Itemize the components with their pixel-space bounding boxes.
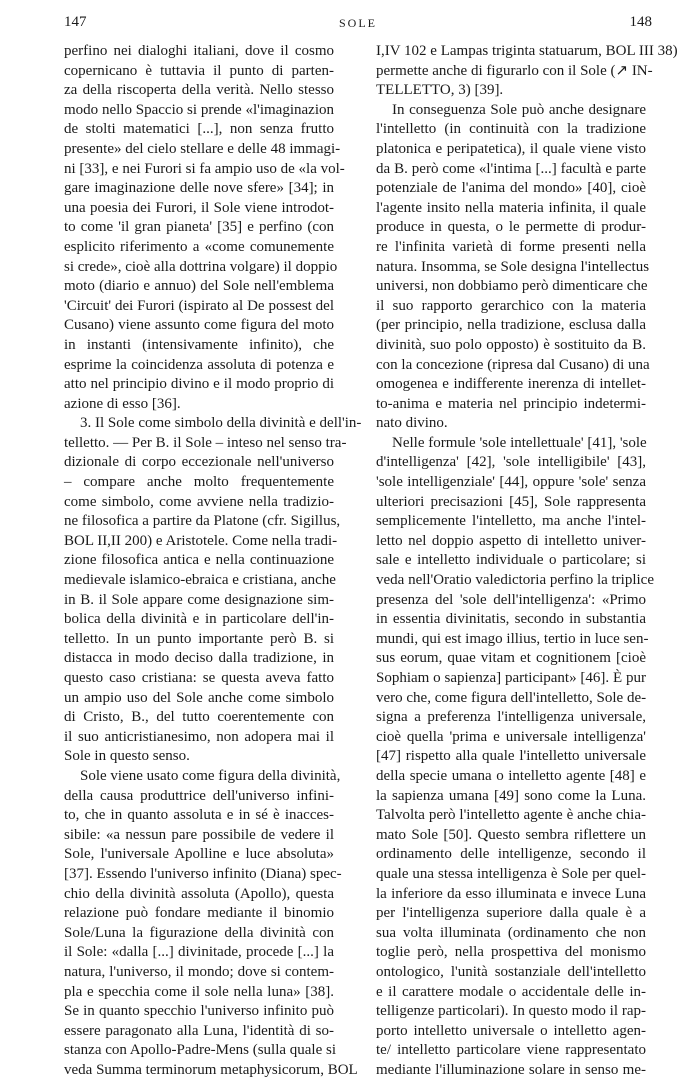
text-line: Sophiam o sapienza] participant» [46]. È pur: [376, 670, 646, 686]
text-line: vero che, come figura dell'intelletto, Sole de-: [376, 689, 647, 706]
text-line: (per principio, nella tradizione, esclusa dalla: [376, 317, 646, 334]
text-line: Se in quanto specchio l'universo infinito può: [64, 1003, 334, 1020]
text-line: natura. Insomma, se Sole designa l'intellectus: [376, 258, 650, 275]
text-line: I,IV 102 e Lampas triginta statuarum, BOL III 38): [376, 43, 678, 59]
text-line: mato Sole [50]. Questo sembra riflettere un: [376, 826, 646, 843]
text-line: to-anima e materia nel principio indetermi-: [376, 395, 646, 412]
text-line: veda Summa terminorum metaphysicorum, BOL: [64, 1061, 358, 1078]
text-line: porto intelletto universale o intelletto agen-: [376, 1022, 646, 1039]
text-line: di Cristo, B., del tutto coerentemente con: [64, 709, 334, 726]
text-line: natura, l'universo, il mondo; dove si contem-: [64, 963, 334, 980]
text-line: esplicito riferimento a «come comunemente: [64, 238, 334, 255]
text-line: universi, non dobbiamo però dimenticare che: [376, 278, 648, 295]
text-line: atto nel principio divino e il modo proprio di: [64, 376, 334, 393]
text-line: potenziale de l'anima del mondo» [40], cioè: [376, 180, 646, 197]
text-line: nato divino.: [376, 415, 448, 432]
text-line: te/ intelletto particolare viene rappresentato: [376, 1042, 646, 1059]
text-line: quale una stessa intelligenza è Sole per quel-: [376, 865, 646, 882]
text-line: con la concezione (ripresa dal Cusano) di una: [376, 356, 650, 373]
text-line: come simbolo, come avviene nella tradizio-: [64, 493, 334, 510]
text-line: ontologico, l'unità sostanziale dell'intelletto: [376, 963, 646, 980]
text-line: in instanti (intensivamente infinito), che: [64, 336, 334, 353]
text-line: sua volta illuminata (ordinamento che non: [376, 924, 646, 941]
text-line: sus eorum, quae vitam et cognitionem [cioè: [376, 650, 646, 667]
text-line: to, che in quanto assoluta e in sé è inacces-: [64, 807, 334, 824]
text-line: della causa produttrice dell'universo infini-: [64, 787, 334, 804]
text-line: una poesia dei Furori, il Sole viene introdot-: [64, 199, 334, 216]
text-line: Sole, l'universale Apolline e luce absoluta»: [64, 846, 334, 863]
text-line: toglie però, nella prospettiva del monismo: [376, 944, 646, 961]
text-line: la sapienza umana [49] sono come la Luna.: [376, 787, 646, 804]
text-line: semplicemente l'intelletto, ma anche l'intel-: [376, 513, 646, 530]
text-line: chio della divinità assoluta (Apollo), questa: [64, 885, 334, 902]
text-line: stanza con Apollo-Padre-Mens (sulla quale si: [64, 1042, 337, 1059]
text-line: per l'intelligenza superiore dalla quale è a: [376, 905, 646, 922]
text-line: relazione può fondare mediante il binomio: [64, 905, 334, 922]
text-line: letto nel doppio aspetto di intelletto univer-: [376, 532, 646, 549]
text-line: ni [33], e nei Furori si fa ampio uso de «la vol-: [64, 160, 345, 177]
text-line: d'intelligenza' [42], 'sole intelligibile' [43],: [376, 454, 646, 471]
text-line: veda nell'Oratio valedictoria perfino la triplice: [376, 572, 654, 589]
text-line: mediante l'illuminazione solare in senso me-: [376, 1061, 646, 1078]
text-line: re l'infinita varietà di forme presenti nella: [376, 238, 646, 255]
text-line: to come 'il gran pianeta' [35] e perfino (con: [64, 219, 334, 236]
text-line: presenza del 'sole dell'intelligenza': «Primo: [376, 591, 646, 608]
text-line: ordinamento delle intelligenze, secondo il: [376, 846, 646, 863]
text-line: medievale islamico-ebraica e cristiana, anche: [64, 572, 336, 589]
text-line: in B. il Sole appare come designazione sim-: [64, 591, 334, 608]
text-line: signa a preferenza l'intelligenza universale,: [376, 709, 646, 726]
page-number-right: 148: [629, 14, 652, 30]
text-line: il Sole: «dalla [...] divinitade, procede [...] la: [64, 944, 334, 961]
text-line: essere paragonato alla Luna, l'identità di so-: [64, 1022, 334, 1039]
text-line: azione di esso [36].: [64, 395, 181, 412]
text-line: Sole/Luna la figurazione della divinità con: [64, 924, 334, 941]
text-line: [47] rispetto alla quale l'intelletto universale: [376, 748, 646, 765]
text-line: platonica e peripatetica), il quale viene visto: [376, 140, 646, 157]
text-line: 'sole intelligenziale' [44], oppure 'sole' senza: [376, 474, 646, 491]
text-line: esprime la coincidenza assoluta di potenza e: [64, 356, 334, 373]
running-head: [64, 14, 652, 36]
right-column: [376, 42, 678, 1080]
text-line: [37]. Essendo l'universo infinito (Diana) spec-: [64, 865, 342, 882]
text-line: Sole viene usato come figura della divinità,: [80, 767, 341, 784]
text-line: permette anche di figurarlo con il Sole (↗ IN-: [376, 62, 653, 79]
text-line: In conseguenza Sole può anche designare: [392, 101, 646, 118]
text-line: il suo rapporto gerarchico con la materia: [376, 297, 646, 314]
text-line: copernicano è tuttavia il punto di parten-: [64, 62, 334, 79]
text-line: telligenze particolari). In questo modo il rap-: [376, 1003, 646, 1020]
text-line: da B. però come «l'intima [...] facultà e parte: [376, 160, 646, 177]
text-line: ne filosofica a partire da Platone (cfr. Sigillus,: [64, 513, 341, 530]
page-number-left: 147: [64, 14, 87, 30]
text-line: sibile: «a nessun pare possibile de vedere il: [64, 826, 334, 843]
text-line: distacca in modo deciso dalla tradizione, in: [64, 650, 334, 667]
text-line: zione filosofica antica e nella continuazione: [64, 552, 334, 569]
text-line: omogenea e indifferente inerenza di intellet-: [376, 376, 646, 393]
text-line: modo nello Spaccio si prende «l'imaginazion: [64, 101, 334, 118]
text-line: il suo anticristianesimo, non adopera mai il: [64, 728, 334, 745]
text-line: bolica della divinità e in particolare dell'in-: [64, 611, 334, 628]
text-line: dizionale di corpo eccezionale nell'universo: [64, 454, 334, 471]
text-line: divinità, suo polo opposto) è sostituito da B.: [376, 336, 646, 353]
text-line: pla e specchia come il sole nella luna» [38].: [64, 983, 334, 1000]
text-line: cioè quella 'prima e universale intelligenza': [376, 728, 646, 745]
text-line: della specie umana o intelletto agente [48] e: [376, 767, 646, 784]
text-line: in essentia divinitatis, secondo in substantia: [376, 611, 646, 628]
text-line: Talvolta però l'intelletto agente è anche chia-: [376, 807, 646, 824]
left-column: [64, 42, 362, 1080]
text-line: la inferiore da esso illuminata e invece Luna: [376, 885, 646, 902]
text-line: Nelle formule 'sole intellettuale' [41], 'sole: [392, 434, 647, 451]
text-line: perfino nei dialoghi italiani, dove il cosmo: [64, 43, 334, 59]
text-line: l'intelletto (in continuità con la tradizione: [376, 121, 646, 138]
text-line: produce in questa, o le permette di produr-: [376, 219, 646, 236]
text-line: moto (diario e annuo) del Sole nell'emblema: [64, 278, 334, 295]
text-line: mundi, qui est imago illius, tertio in luce sen-: [376, 630, 649, 647]
text-line: de stolti matematici [...], non senza frutto: [64, 121, 334, 138]
text-line: 3. Il Sole come simbolo della divinità e dell'in-: [80, 415, 362, 432]
text-line: za della riscoperta della verità. Nello stesso: [64, 82, 334, 99]
text-line: si crede», cioè alla dottrina volgare) il doppio: [64, 258, 338, 275]
text-line: 'Circuit' dei Furori (ispirato al De possest del: [64, 297, 334, 314]
text-line: sale e intelletto individuale o particolare; si: [376, 552, 646, 569]
text-line: gare imaginazione delle nove sfere» [34]; in: [64, 180, 334, 197]
text-line: e il carattere modale o accidentale delle in-: [376, 983, 646, 1000]
text-line: BOL II,II 200) e Aristotele. Come nella tradi-: [64, 532, 338, 549]
text-line: ulteriori precisazioni [45], Sole rappresenta: [376, 493, 646, 510]
text-line: – compare anche molto frequentemente: [64, 474, 334, 491]
text-line: TELLETTO, 3) [39].: [376, 82, 504, 99]
text-line: questo caso cristiana: se questa aveva fatto: [64, 670, 334, 686]
text-line: telletto. In un punto importante però B. si: [64, 630, 334, 647]
text-line: telletto. — Per B. il Sole – inteso nel senso tra-: [64, 434, 347, 451]
text-line: presente» del cielo stellare e delle 48 immagi-: [64, 140, 341, 157]
text-line: Cusano) viene assunto come figura del moto: [64, 317, 334, 334]
text-line: un ampio uso del Sole anche come simbolo: [64, 689, 334, 706]
running-title: SOLE: [339, 16, 377, 30]
text-line: Sole in questo senso.: [64, 748, 190, 765]
text-line: l'agente insito nella materia infinita, il quale: [376, 199, 646, 216]
